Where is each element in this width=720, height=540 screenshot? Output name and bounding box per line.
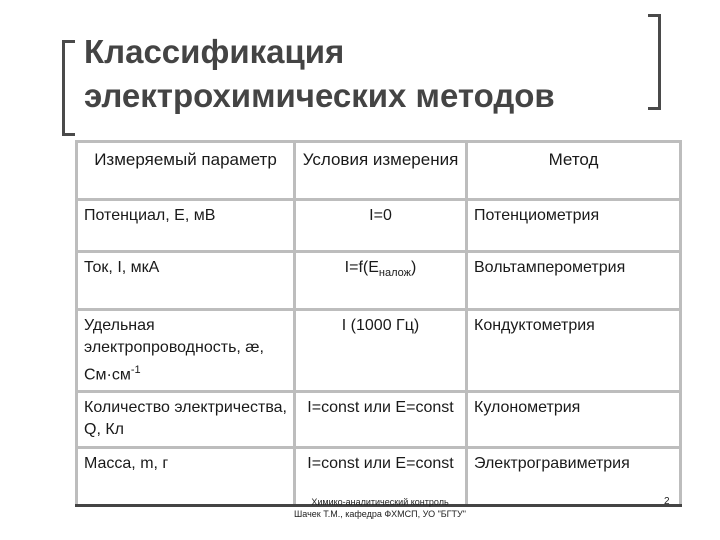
row-condition: I=const или E=const	[295, 392, 467, 448]
row-method: Кулонометрия	[467, 392, 681, 448]
table-row	[77, 392, 681, 448]
row-condition	[295, 252, 467, 310]
condition-subscript: налож	[378, 267, 411, 280]
table-row	[77, 310, 681, 392]
page-number: 2	[664, 496, 670, 507]
slide-title	[84, 30, 555, 118]
title-line-1: Классификация	[84, 33, 345, 70]
footer-line-2: Шачек Т.М., кафедра ФХМСП, УО "БГТУ"	[294, 509, 466, 519]
condition-main: I=f(E	[344, 259, 379, 276]
slide-footer	[270, 496, 490, 520]
parameter-superscript: -1	[130, 364, 141, 376]
row-parameter	[77, 310, 295, 392]
footer-line-1: Химико-аналитический контроль	[311, 497, 449, 507]
table-header-row	[77, 142, 681, 200]
title-line-2: электрохимических методов	[84, 77, 555, 114]
row-method: Вольтамперометрия	[467, 252, 681, 310]
left-bracket-decoration	[62, 40, 75, 136]
row-parameter: Количество электричества, Q, Кл	[77, 392, 295, 448]
table-row	[77, 252, 681, 310]
row-method: Кондуктометрия	[467, 310, 681, 392]
header-method: Метод	[467, 142, 681, 200]
right-bracket-decoration	[648, 14, 661, 110]
parameter-main: Удельная электропроводность, æ, См·см	[84, 317, 264, 384]
row-parameter: Масса, m, г	[77, 448, 295, 506]
condition-end: )	[411, 259, 417, 276]
table-row	[77, 200, 681, 252]
row-parameter: Ток, I, мкА	[77, 252, 295, 310]
methods-table	[75, 140, 682, 507]
header-conditions: Условия измерения	[295, 142, 467, 200]
row-parameter: Потенциал, Е, мВ	[77, 200, 295, 252]
row-condition: I=const или E=const	[295, 448, 467, 506]
row-method: Потенциометрия	[467, 200, 681, 252]
header-parameter: Измеряемый параметр	[77, 142, 295, 200]
row-condition: I (1000 Гц)	[295, 310, 467, 392]
row-method: Электрогравиметрия	[467, 448, 681, 506]
row-condition: I=0	[295, 200, 467, 252]
